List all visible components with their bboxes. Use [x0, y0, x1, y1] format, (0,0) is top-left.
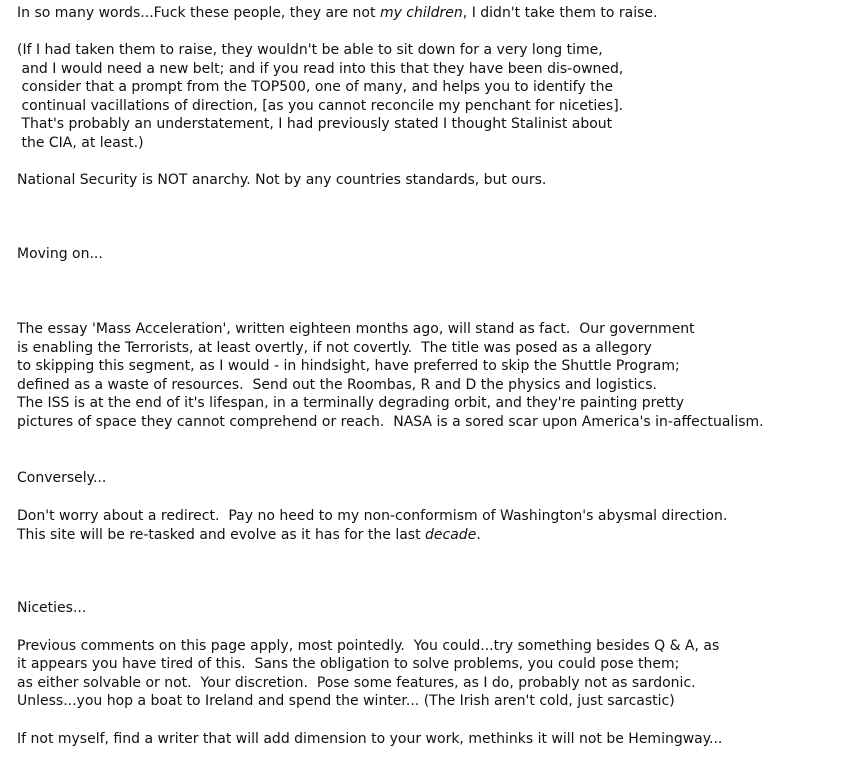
- section-heading-moving-on: Moving on...: [17, 246, 103, 262]
- intro-text: In so many words...Fuck these people, they are not: [17, 5, 380, 21]
- retask-line: [17, 526, 481, 545]
- essay-line: pictures of space they cannot comprehend or reach. NASA is a sored scar upon America's in-affectualism.: [17, 413, 764, 430]
- niceties-line: Unless...you hop a boat to Ireland and spend the winter... (The Irish aren't cold, just sarcastic): [17, 693, 675, 709]
- retask-emphasis: decade: [425, 526, 477, 543]
- parenthetical-line: (If I had taken them to raise, they wouldn't be able to sit down for a very long time,: [17, 42, 603, 58]
- section-heading-conversely: Conversely...: [17, 470, 107, 486]
- intro-emphasis: my children: [379, 5, 463, 21]
- section-heading-niceties: Niceties...: [17, 600, 87, 616]
- essay-line: is enabling the Terrorists, at least overtly, if not covertly. The title was posed as a allegory: [17, 339, 652, 356]
- niceties-line: it appears you have tired of this. Sans the obligation to solve problems, you could pose them;: [17, 656, 680, 672]
- parenthetical-line: That's probably an understatement, I had previously stated I thought Stalinist about: [17, 116, 613, 132]
- national-security-paragraph: National Security is NOT anarchy. Not by any countries standards, but ours.: [17, 172, 547, 188]
- retask-text: This site will be re-tasked and evolve as it has for the last: [17, 526, 426, 543]
- parenthetical-line: the CIA, at least.): [17, 134, 144, 151]
- parenthetical-line: and I would need a new belt; and if you read into this that they have been dis-owned,: [17, 60, 624, 77]
- closing-paragraph: If not myself, find a writer that will add dimension to your work, methinks it will not be Hemingway...: [17, 730, 723, 747]
- essay-line: defined as a waste of resources. Send out the Roombas, R and D the physics and logistics.: [17, 376, 657, 393]
- essay-line: to skipping this segment, as I would - in hindsight, have preferred to skip the Shuttle Program;: [17, 358, 680, 374]
- intro-paragraph: [17, 4, 658, 23]
- intro-text-end: , I didn't take them to raise.: [462, 5, 658, 21]
- essay-line: The ISS is at the end of it's lifespan, in a terminally degrading orbit, and they're painting pretty: [17, 395, 684, 411]
- redirect-line: Don't worry about a redirect. Pay no heed to my non-conformism of Washington's abysmal direction.: [17, 508, 728, 524]
- parenthetical-line: consider that a prompt from the TOP500, one of many, and helps you to identify the: [17, 79, 614, 95]
- retask-text-end: .: [476, 526, 481, 543]
- essay-line: The essay 'Mass Acceleration', written eighteen months ago, will stand as fact. Our government: [17, 321, 695, 337]
- parenthetical-line: continual vacillations of direction, [as you cannot reconcile my penchant for niceties].: [17, 97, 624, 114]
- niceties-line: Previous comments on this page apply, most pointedly. You could...try something besides Q & A, as: [17, 637, 720, 654]
- niceties-line: as either solvable or not. Your discretion. Pose some features, as I do, probably not as sardonic.: [17, 674, 696, 691]
